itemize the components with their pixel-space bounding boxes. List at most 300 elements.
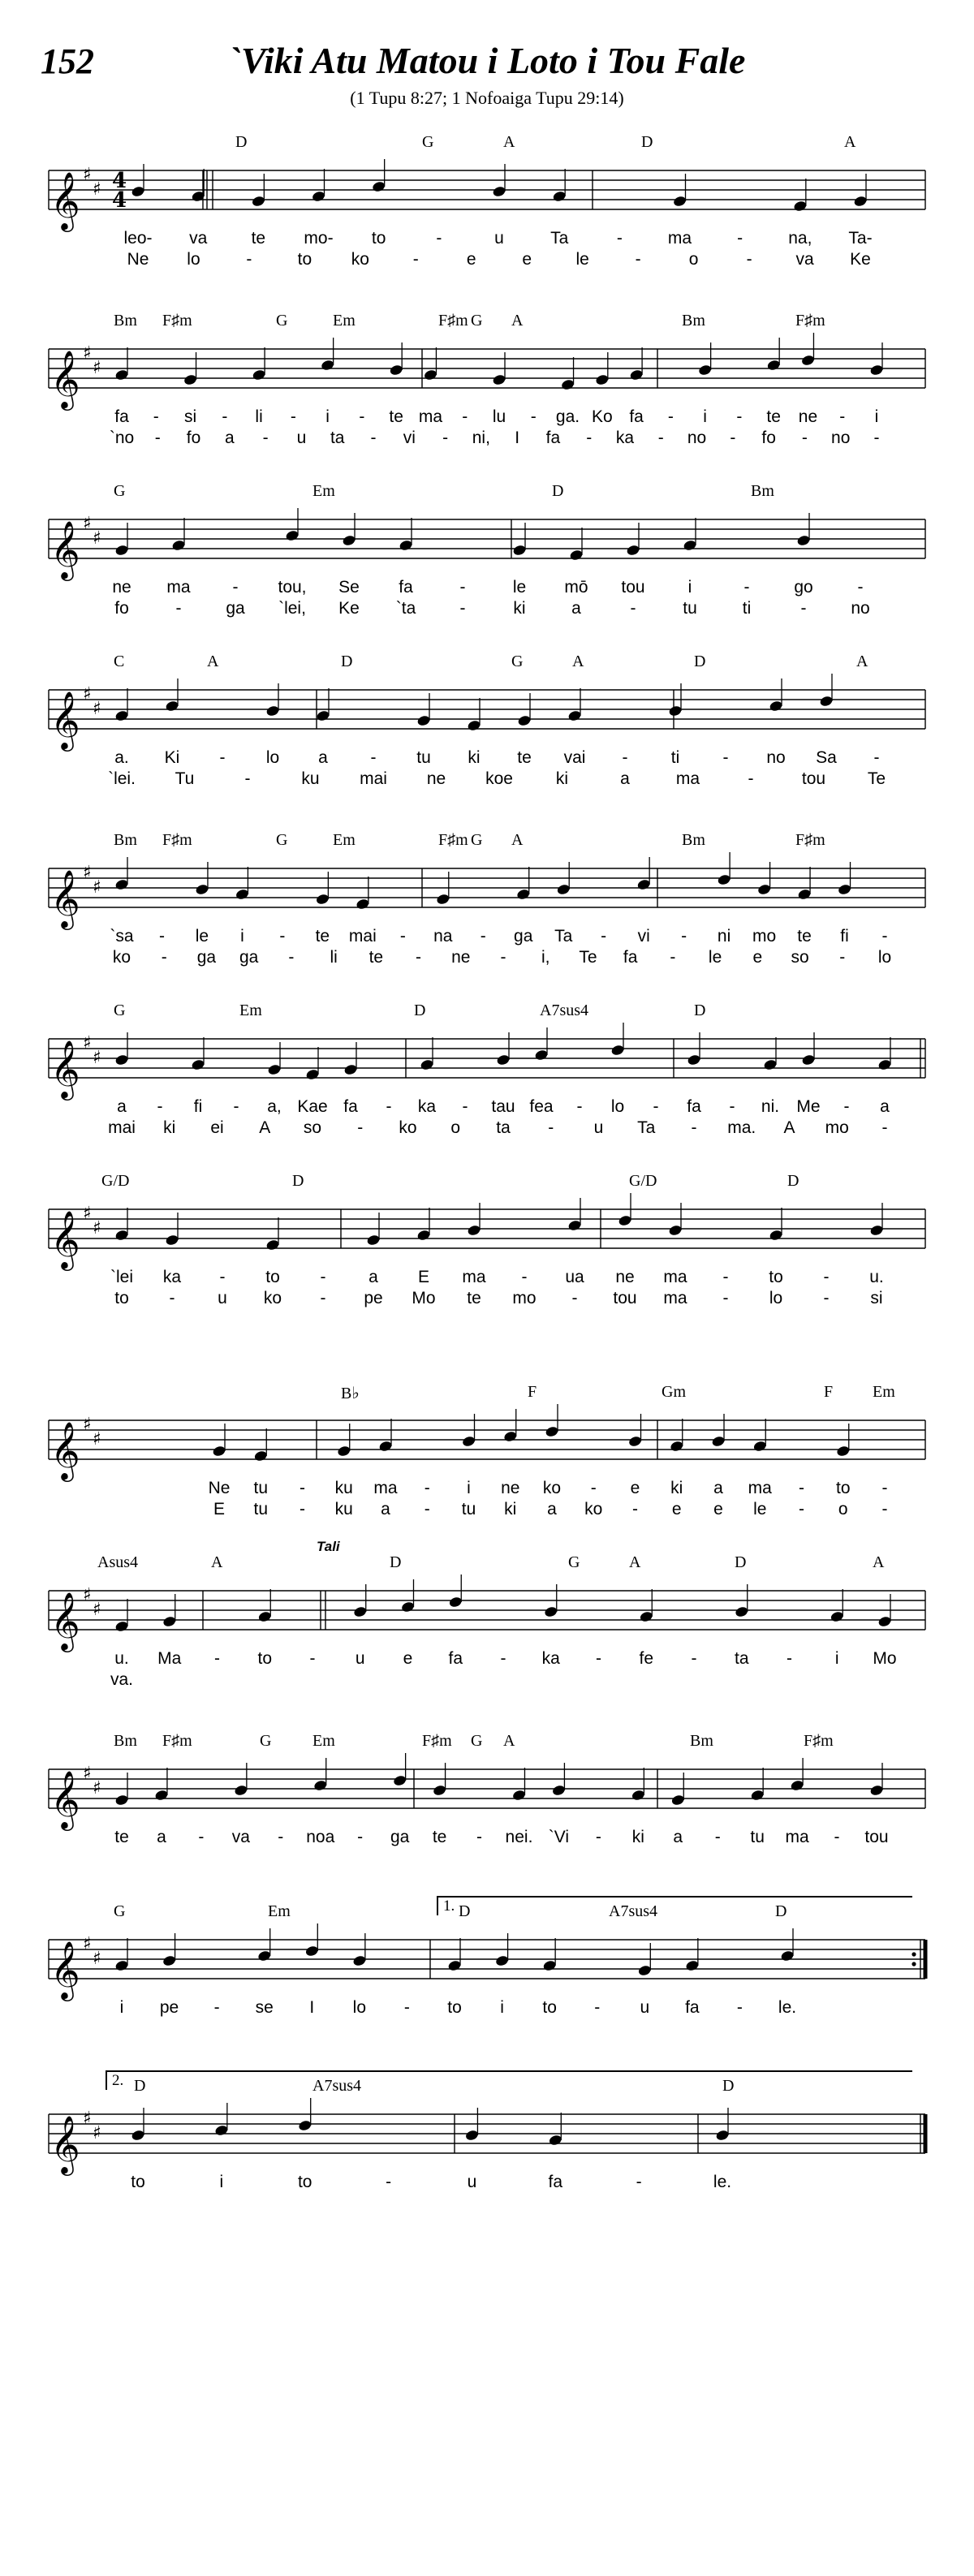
lyric-verse-2: e bbox=[713, 1500, 723, 1518]
chord-symbol: D bbox=[787, 1172, 799, 1190]
chord-symbol: D bbox=[292, 1172, 304, 1190]
lyric-verse-1: te bbox=[797, 927, 812, 946]
lyric-verse-1: va bbox=[231, 1828, 250, 1846]
lyric-verse-2: koe bbox=[485, 769, 513, 788]
notehead bbox=[492, 185, 506, 197]
volta-label: 2. bbox=[112, 2072, 124, 2089]
lyric-verse-1: le bbox=[512, 578, 527, 597]
chord-symbol: A bbox=[503, 1732, 515, 1750]
lyric-verse-1: vai bbox=[563, 748, 586, 767]
notehead bbox=[304, 1945, 319, 1957]
sharp-icon: ♯ bbox=[93, 1429, 101, 1450]
notehead bbox=[447, 1959, 462, 1971]
music-system bbox=[0, 308, 974, 463]
lyric-verse-1: to bbox=[265, 1268, 280, 1286]
lyric-verse-1: i bbox=[119, 1998, 124, 2017]
treble-clef-icon: 𝄞 bbox=[50, 1209, 80, 1269]
lyric-verse-1: - bbox=[839, 407, 846, 426]
sharp-icon: ♯ bbox=[93, 528, 101, 549]
lyric-verse-2: ku bbox=[334, 1500, 353, 1518]
chord-symbol: A bbox=[207, 653, 219, 670]
lyric-verse-2: ko bbox=[263, 1289, 282, 1307]
chord-symbol: D bbox=[722, 2077, 735, 2095]
notehead bbox=[305, 1068, 320, 1080]
staff bbox=[0, 852, 974, 950]
notehead bbox=[154, 1789, 169, 1801]
notehead bbox=[312, 190, 326, 202]
notehead bbox=[353, 1605, 368, 1618]
time-signature: 4 bbox=[112, 169, 127, 193]
treble-clef-icon: 𝄞 bbox=[50, 519, 80, 579]
chord-symbol: Bm bbox=[682, 312, 705, 330]
notehead bbox=[131, 2129, 145, 2141]
lyric-verse-1: - bbox=[722, 748, 729, 767]
lyric-verse-2: fo bbox=[114, 599, 129, 618]
lyric-verse-1: u. bbox=[114, 1649, 129, 1668]
chord-symbol: G bbox=[422, 133, 434, 151]
notehead bbox=[251, 195, 265, 207]
lyric-verse-2: - bbox=[320, 1289, 326, 1307]
sharp-icon: ♯ bbox=[93, 1949, 101, 1969]
lyric-verse-2: - bbox=[823, 1289, 830, 1307]
chord-symbol: D bbox=[341, 653, 353, 670]
lyric-verse-1: lo bbox=[352, 1998, 367, 2017]
lyric-verse-1: na, bbox=[788, 229, 812, 248]
chord-symbol: F♯m bbox=[438, 831, 468, 849]
notehead bbox=[252, 368, 266, 381]
notehead bbox=[752, 1440, 767, 1452]
lyric-verse-2: - bbox=[691, 1118, 697, 1137]
lyric-verse-2: e bbox=[466, 250, 476, 269]
lyric-verse-1: - bbox=[590, 1479, 597, 1497]
lyric-verse-1: ki bbox=[468, 748, 481, 767]
lyric-verse-1: ku bbox=[334, 1479, 353, 1497]
lyric-verse-1: - bbox=[436, 229, 442, 248]
lyric-verse-1: - bbox=[278, 1828, 284, 1846]
lyric-verse-1: i bbox=[500, 1998, 504, 2017]
lyric-verse-1: Ta- bbox=[848, 229, 873, 248]
lyric-verse-2: ti bbox=[742, 599, 752, 618]
lyric-verse-1: - bbox=[622, 748, 628, 767]
chord-symbol: G bbox=[276, 831, 288, 849]
notehead bbox=[401, 1600, 416, 1613]
chord-symbol: G bbox=[471, 1732, 483, 1750]
notehead bbox=[670, 1440, 684, 1452]
staff bbox=[0, 1574, 974, 1672]
lyric-verse-2: `ta bbox=[395, 599, 416, 618]
lyric-verse-2: le bbox=[575, 250, 589, 269]
notehead bbox=[801, 354, 816, 366]
notehead bbox=[162, 1615, 177, 1627]
lyric-verse-2: to bbox=[297, 250, 312, 269]
chord-symbol: D bbox=[552, 482, 564, 500]
lyric-verse-2: Ke bbox=[850, 250, 871, 269]
notehead bbox=[253, 1450, 268, 1462]
lyric-verse-1: I bbox=[309, 1998, 315, 2017]
lyric-verse-2: Ne bbox=[127, 250, 149, 269]
lyric-verse-2: pe bbox=[364, 1289, 383, 1307]
lyric-verse-1: lo bbox=[265, 748, 280, 767]
lyric-verse-1: ni. bbox=[761, 1097, 780, 1116]
lyric-verse-1: ma bbox=[785, 1828, 809, 1846]
lyric-verse-2: ku bbox=[301, 769, 320, 788]
lyric-verse-1: fa bbox=[629, 407, 644, 426]
lyric-verse-1: - bbox=[357, 1828, 364, 1846]
lyric-verse-1: - bbox=[157, 1097, 163, 1116]
lyric-verse-1: - bbox=[500, 1649, 506, 1668]
chord-symbol: D bbox=[775, 1902, 787, 1920]
lyric-verse-1: - bbox=[843, 1097, 850, 1116]
lyric-verse-2: ko bbox=[584, 1500, 603, 1518]
lyric-verse-2: - bbox=[571, 1289, 578, 1307]
lyric-verse-2: lo bbox=[187, 250, 200, 269]
lyric-verse-2: no bbox=[851, 599, 870, 618]
lyric-verse-2: a bbox=[381, 1500, 390, 1518]
lyric-verse-1: li bbox=[255, 407, 263, 426]
lyric-verse-1: ma bbox=[667, 229, 692, 248]
lyric-verse-2: Te bbox=[867, 769, 886, 788]
notehead bbox=[545, 1425, 559, 1437]
lyric-verse-2: - bbox=[730, 429, 736, 447]
lyric-verse-1: i bbox=[240, 927, 244, 946]
lyric-verse-2: ki bbox=[513, 599, 526, 618]
lyric-verse-1: ne bbox=[615, 1268, 635, 1286]
lyric-verse-1: - bbox=[873, 748, 880, 767]
notehead bbox=[448, 1596, 463, 1608]
lyric-verse-1: ka bbox=[162, 1268, 182, 1286]
chord-symbol: D bbox=[694, 1002, 706, 1019]
lyric-verse-2: o bbox=[688, 250, 699, 269]
notehead bbox=[631, 1789, 645, 1801]
lyric-verse-2: u bbox=[593, 1118, 604, 1137]
notehead bbox=[389, 364, 403, 376]
lyric-verse-2: - bbox=[881, 1500, 888, 1518]
chord-symbol: Em bbox=[333, 831, 356, 849]
chord-symbol: A bbox=[572, 653, 584, 670]
lyric-verse-1: te bbox=[251, 229, 266, 248]
chord-symbol: Em bbox=[312, 482, 335, 500]
lyric-verse-1: `Vi bbox=[548, 1828, 570, 1846]
lyric-verse-1: a, bbox=[267, 1097, 282, 1116]
lyric-verse-2: va bbox=[795, 250, 814, 269]
chord-symbol: A bbox=[629, 1553, 641, 1571]
lyric-verse-1: ga. bbox=[555, 407, 580, 426]
lyric-verse-1: e bbox=[403, 1649, 413, 1668]
notehead bbox=[629, 368, 644, 381]
lyric-verse-1: - bbox=[736, 407, 743, 426]
lyric-verse-1: lo bbox=[610, 1097, 625, 1116]
hymn-number: 152 bbox=[41, 41, 94, 81]
lyric-verse-2: i, bbox=[541, 948, 550, 967]
lyric-verse-2: A bbox=[783, 1118, 795, 1137]
chord-symbol: Em bbox=[239, 1002, 262, 1019]
lyric-verse-1: vi bbox=[637, 927, 650, 946]
notehead bbox=[769, 1229, 783, 1241]
lyric-verse-1: fa bbox=[685, 1998, 700, 2017]
chord-symbol: G bbox=[471, 831, 483, 849]
chord-symbol: D bbox=[414, 1002, 426, 1019]
chord-symbol: A7sus4 bbox=[540, 1002, 589, 1019]
lyric-verse-1: ma bbox=[418, 407, 443, 426]
chord-symbol: G bbox=[471, 312, 483, 330]
lyric-verse-1: na bbox=[433, 927, 453, 946]
time-signature: 4 bbox=[112, 188, 127, 213]
notehead bbox=[877, 1058, 892, 1070]
notehead bbox=[838, 883, 852, 895]
chord-symbol: F♯m bbox=[422, 1732, 452, 1750]
lyric-verse-2: - bbox=[839, 948, 846, 967]
chord-symbol: A bbox=[844, 133, 856, 151]
chord-symbol: F♯m bbox=[795, 831, 825, 849]
lyric-verse-1: - bbox=[309, 1649, 316, 1668]
lyric-verse-1: te bbox=[766, 407, 781, 426]
notehead bbox=[542, 1959, 557, 1971]
treble-clef-icon: 𝄞 bbox=[50, 2114, 80, 2173]
staff bbox=[0, 1023, 974, 1120]
lyric-verse-2: si bbox=[870, 1289, 883, 1307]
lyric-verse-1: fa bbox=[448, 1649, 463, 1668]
lyric-verse-1: Mo bbox=[873, 1649, 897, 1668]
lyric-verse-1: a bbox=[318, 748, 328, 767]
chord-symbol: D bbox=[459, 1902, 471, 1920]
treble-clef-icon: 𝄞 bbox=[50, 1420, 80, 1480]
lyric-verse-2: le bbox=[708, 948, 722, 967]
notehead bbox=[796, 534, 811, 546]
lyric-verse-2: - bbox=[748, 769, 754, 788]
chord-symbol: F bbox=[528, 1383, 537, 1401]
notehead bbox=[552, 190, 567, 202]
lyric-verse-1: - bbox=[219, 748, 226, 767]
chord-symbol: G/D bbox=[101, 1172, 130, 1190]
lyric-verse-1: e bbox=[630, 1479, 640, 1497]
lyric-verse-2: e bbox=[522, 250, 532, 269]
notehead bbox=[467, 1224, 481, 1236]
lyric-verse-2: A bbox=[259, 1118, 271, 1137]
lyric-verse-1: ua bbox=[565, 1268, 584, 1286]
notehead bbox=[416, 714, 431, 726]
notehead bbox=[512, 1789, 527, 1801]
lyric-verse-1: - bbox=[399, 927, 406, 946]
notehead bbox=[114, 368, 129, 381]
lyric-verse-1: ti bbox=[670, 748, 680, 767]
chord-symbol: A7sus4 bbox=[312, 2077, 362, 2095]
lyric-verse-2: - bbox=[635, 250, 641, 269]
treble-clef-icon: 𝄞 bbox=[50, 170, 80, 230]
lyric-verse-2: - bbox=[799, 1500, 804, 1518]
treble-clef-icon: 𝄞 bbox=[50, 868, 80, 928]
lyric-verse-1: a bbox=[368, 1268, 378, 1286]
lyric-verse-2: - bbox=[670, 948, 676, 967]
notehead bbox=[673, 195, 687, 207]
notehead bbox=[569, 549, 584, 561]
lyric-verse-2: so bbox=[303, 1118, 322, 1137]
notehead bbox=[750, 1789, 765, 1801]
lyric-verse-2: - bbox=[632, 1500, 638, 1518]
lyric-verse-1: - bbox=[653, 1097, 659, 1116]
lyric-verse-1: - bbox=[233, 1097, 239, 1116]
sharp-icon: ♯ bbox=[93, 699, 101, 719]
lyric-verse-1: ne bbox=[501, 1479, 520, 1497]
lyric-verse-2: ki bbox=[555, 769, 569, 788]
lyric-verse-2: mo bbox=[825, 1118, 849, 1137]
chord-symbol: G bbox=[568, 1553, 580, 1571]
lyric-verse-1: ma bbox=[462, 1268, 486, 1286]
lyric-verse-2: lo bbox=[769, 1289, 783, 1307]
lyric-verse-1: ka bbox=[541, 1649, 560, 1668]
sharp-icon: ♯ bbox=[83, 1585, 92, 1605]
lyric-verse-1: te bbox=[432, 1828, 447, 1846]
chord-symbol: F♯m bbox=[804, 1732, 834, 1750]
notehead bbox=[114, 1229, 129, 1241]
repeat-dot bbox=[912, 1962, 916, 1966]
lyric-verse-1: - bbox=[681, 927, 687, 946]
lyric-verse-2: ko bbox=[351, 250, 369, 269]
lyric-verse-2: - bbox=[800, 599, 807, 618]
lyric-verse-2: u bbox=[218, 1289, 227, 1307]
lyric-verse-1: tou bbox=[864, 1828, 889, 1846]
treble-clef-icon: 𝄞 bbox=[50, 1591, 80, 1650]
notehead bbox=[214, 2124, 229, 2136]
notehead bbox=[853, 195, 868, 207]
chord-symbol: G bbox=[260, 1732, 272, 1750]
notehead bbox=[356, 898, 370, 910]
notehead bbox=[171, 539, 186, 551]
lyric-verse-1: lu bbox=[492, 407, 506, 426]
notehead bbox=[790, 1779, 804, 1791]
lyric-verse-1: Ne bbox=[208, 1479, 231, 1497]
lyric-verse-1: tau bbox=[491, 1097, 515, 1116]
lyric-verse-2: vi bbox=[403, 429, 416, 447]
lyric-verse-2: lo bbox=[877, 948, 892, 967]
notehead bbox=[352, 1954, 367, 1966]
lyric-verse-1: - bbox=[153, 407, 159, 426]
sharp-icon: ♯ bbox=[83, 1415, 92, 1435]
lyric-verse-1: fa bbox=[399, 578, 413, 597]
lyric-verse-1: ga bbox=[514, 927, 533, 946]
lyric-verse-1: - bbox=[476, 1828, 483, 1846]
lyric-verse-1: - bbox=[222, 407, 228, 426]
lyric-verse-1: mai bbox=[348, 927, 377, 946]
lyric-verse-2: ko bbox=[112, 948, 131, 967]
notehead bbox=[257, 1949, 272, 1962]
notehead bbox=[766, 359, 781, 371]
notehead bbox=[637, 1964, 652, 1976]
lyric-verse-2: - bbox=[370, 429, 377, 447]
lyric-verse-1: fea bbox=[529, 1097, 554, 1116]
sharp-icon: ♯ bbox=[83, 863, 92, 883]
lyric-verse-2: a bbox=[620, 769, 630, 788]
sharp-icon: ♯ bbox=[93, 1218, 101, 1238]
lyric-verse-1: Ko bbox=[591, 407, 613, 426]
chord-symbol: B♭ bbox=[341, 1385, 360, 1402]
lyric-verse-1: - bbox=[386, 1097, 392, 1116]
treble-clef-icon: 𝄞 bbox=[50, 690, 80, 749]
sharp-icon: ♯ bbox=[83, 1033, 92, 1053]
notehead bbox=[801, 1053, 816, 1066]
lyric-verse-2: - bbox=[500, 948, 506, 967]
lyric-verse-2: - bbox=[262, 429, 269, 447]
lyric-verse-1: to bbox=[447, 1998, 462, 2017]
hymn-title: `Viki Atu Matou i Loto i Tou Fale bbox=[228, 40, 746, 81]
lyric-verse-1: - bbox=[667, 407, 674, 426]
lyric-verse-2: ki bbox=[163, 1118, 176, 1137]
treble-clef-icon: 𝄞 bbox=[50, 1940, 80, 1999]
notehead bbox=[467, 719, 481, 731]
notehead bbox=[462, 1435, 476, 1447]
notehead bbox=[366, 1234, 381, 1246]
music-system bbox=[0, 828, 974, 982]
lyric-verse-1: - bbox=[691, 1649, 697, 1668]
sharp-icon: ♯ bbox=[83, 514, 92, 534]
notehead bbox=[628, 1435, 643, 1447]
lyric-verse-1: to bbox=[257, 1649, 273, 1668]
lyric-verse-1: `sa bbox=[110, 927, 134, 946]
lyric-verse-1: to bbox=[835, 1479, 851, 1497]
lyric-verse-2: ta bbox=[496, 1118, 511, 1137]
lyric-verse-2: `lei. bbox=[108, 769, 136, 788]
notehead bbox=[131, 185, 145, 197]
lyric-verse-2: I bbox=[515, 429, 520, 447]
lyric-verse-2: Te bbox=[579, 948, 597, 967]
notehead bbox=[495, 1954, 510, 1966]
lyric-verse-1: to bbox=[131, 2173, 145, 2191]
notehead bbox=[315, 893, 330, 905]
lyric-verse-1: te bbox=[517, 748, 532, 767]
lyric-verse-1: se bbox=[255, 1998, 274, 2017]
lyric-verse-2: u bbox=[296, 429, 307, 447]
lyric-verse-1: u bbox=[640, 1998, 650, 2017]
lyric-verse-1: ki bbox=[670, 1479, 683, 1497]
notehead bbox=[114, 709, 129, 722]
chord-symbol: D bbox=[735, 1553, 747, 1571]
lyric-verse-2: ni, bbox=[472, 429, 490, 447]
lyric-verse-1: va bbox=[189, 229, 208, 248]
notehead bbox=[195, 883, 209, 895]
lyric-verse-2: Ta bbox=[637, 1118, 656, 1137]
chord-symbol: Bm bbox=[751, 482, 774, 500]
lyric-verse-1: te bbox=[114, 1828, 129, 1846]
lyric-verse-2: ne bbox=[451, 948, 471, 967]
chord-symbol: G/D bbox=[629, 1172, 657, 1190]
notehead bbox=[114, 878, 129, 890]
lyric-verse-2: - bbox=[548, 1118, 554, 1137]
lyric-verse-2: - bbox=[416, 948, 422, 967]
notehead bbox=[819, 695, 834, 707]
notehead bbox=[556, 883, 571, 895]
lyric-verse-1: i bbox=[467, 1479, 471, 1497]
lyric-verse-2: - bbox=[244, 769, 251, 788]
notehead bbox=[639, 1610, 653, 1622]
lyric-verse-1: a bbox=[117, 1097, 127, 1116]
lyric-verse-2: - bbox=[161, 948, 167, 967]
lyric-verse-2: e bbox=[671, 1500, 682, 1518]
lyric-verse-2: mai bbox=[108, 1118, 136, 1137]
notehead bbox=[372, 180, 386, 192]
notehead bbox=[285, 529, 300, 541]
notehead bbox=[378, 1440, 393, 1452]
lyric-verse-1: - bbox=[320, 1268, 326, 1286]
lyric-verse-2: - bbox=[288, 948, 295, 967]
lyric-verse-1: ma bbox=[748, 1479, 772, 1497]
music-system bbox=[0, 1899, 974, 2053]
music-system bbox=[0, 479, 974, 633]
notehead bbox=[567, 1219, 582, 1231]
lyric-verse-1: - bbox=[601, 927, 607, 946]
lyric-verse-1: no bbox=[766, 748, 786, 767]
lyric-verse-1: Ta bbox=[554, 927, 573, 946]
notehead bbox=[670, 1794, 685, 1806]
lyric-verse-1: ma bbox=[373, 1479, 398, 1497]
